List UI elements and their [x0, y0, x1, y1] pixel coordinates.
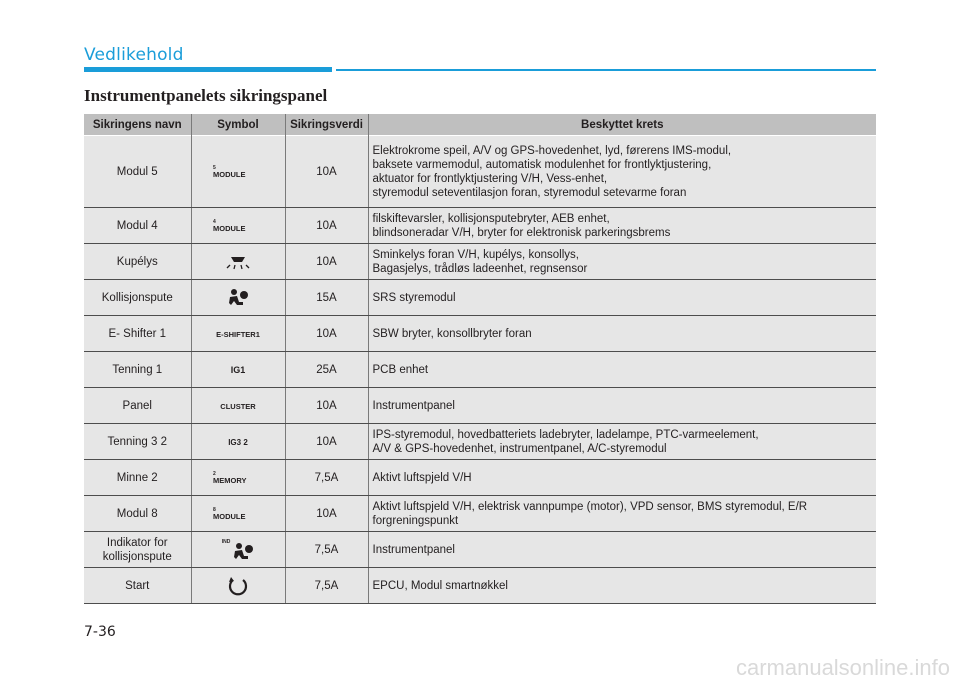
fuse-circuit	[368, 208, 876, 244]
circuit-line: IPS-styremodul, hovedbatteriets ladebryter, ladelampe, PTC-varmeelement,	[372, 428, 759, 441]
fuse-value: 25A	[285, 352, 368, 388]
fuse-name: Tenning 3 2	[84, 424, 191, 460]
fuse-symbol	[191, 388, 285, 424]
fuse-circuit	[368, 388, 876, 424]
fuse-symbol	[191, 532, 285, 568]
symbol-text: E-SHIFTER1	[216, 329, 260, 339]
fuse-circuit	[368, 460, 876, 496]
symbol-text: IG1	[230, 364, 246, 375]
room-lamp-icon	[225, 254, 251, 270]
fuse-name: Modul 5	[84, 136, 191, 208]
symbol-index: 5	[213, 164, 216, 171]
symbol-index: 8	[213, 506, 216, 513]
fuse-symbol	[191, 424, 285, 460]
fuse-symbol	[191, 136, 285, 208]
fuse-value: 10A	[285, 424, 368, 460]
page-heading: Instrumentpanelets sikringspanel	[84, 86, 328, 105]
fuse-symbol	[191, 352, 285, 388]
fuse-name: Minne 2	[84, 460, 191, 496]
symbol-index: 4	[213, 218, 216, 225]
fuse-symbol	[191, 208, 285, 244]
page-number: 7-36	[84, 624, 116, 640]
fuse-symbol	[191, 496, 285, 532]
fuse-value: 10A	[285, 244, 368, 280]
circuit-line: Bagasjelys, trådløs ladeenhet, regnsensor	[372, 262, 588, 275]
table-header-row	[84, 114, 876, 136]
table-row	[84, 136, 876, 208]
fuse-circuit	[368, 316, 876, 352]
fuse-circuit	[368, 496, 876, 532]
fuse-name: Modul 4	[84, 208, 191, 244]
fuse-name: Start	[84, 568, 191, 604]
airbag-indicator-icon	[232, 542, 254, 562]
fuse-value: 7,5A	[285, 568, 368, 604]
column-header-name: Sikringens navn	[84, 114, 191, 136]
table-row	[84, 388, 876, 424]
table-row	[84, 424, 876, 460]
fuse-symbol	[191, 316, 285, 352]
circuit-line: SBW bryter, konsollbryter foran	[372, 327, 532, 340]
fuse-value: 7,5A	[285, 460, 368, 496]
fuse-symbol	[191, 280, 285, 316]
circuit-line: filskiftevarsler, kollisjonsputebryter, AEB enhet,	[372, 212, 610, 225]
circuit-line: Instrumentpanel	[372, 543, 455, 556]
table-row	[84, 280, 876, 316]
circuit-line: baksete varmemodul, automatisk modulenhet for frontlyktjustering,	[372, 158, 712, 171]
start-icon	[227, 575, 249, 597]
circuit-line: Sminkelys foran V/H, kupélys, konsollys,	[372, 248, 579, 261]
fuse-circuit	[368, 568, 876, 604]
fuse-circuit	[368, 424, 876, 460]
circuit-line: Instrumentpanel	[372, 399, 455, 412]
section-rule-thick	[84, 67, 332, 72]
fuse-name: Tenning 1	[84, 352, 191, 388]
column-header-value: Sikringsverdi	[285, 114, 368, 136]
fuse-name: Panel	[84, 388, 191, 424]
column-header-symbol: Symbol	[191, 114, 285, 136]
fuse-value: 10A	[285, 316, 368, 352]
symbol-index: IND	[221, 538, 231, 545]
fuse-name-line: Indikator for	[106, 536, 168, 549]
fuse-symbol	[191, 568, 285, 604]
fuse-name	[84, 532, 191, 568]
watermark: carmanualsonline.info	[735, 655, 950, 680]
circuit-line: SRS styremodul	[372, 291, 456, 304]
table-row	[84, 352, 876, 388]
symbol-text: MODULE	[213, 511, 246, 521]
fuse-value: 10A	[285, 208, 368, 244]
table-row	[84, 496, 876, 532]
fuse-name: Kollisjonspute	[84, 280, 191, 316]
table-row	[84, 532, 876, 568]
table-row	[84, 316, 876, 352]
fuse-value: 10A	[285, 496, 368, 532]
section-rule-thin	[336, 69, 876, 71]
fuse-name: E- Shifter 1	[84, 316, 191, 352]
fuse-table	[84, 114, 876, 604]
fuse-circuit	[368, 280, 876, 316]
symbol-text: MODULE	[213, 223, 246, 233]
circuit-line: styremodul seteventilasjon foran, styremodul setevarme foran	[372, 186, 687, 199]
fuse-value: 7,5A	[285, 532, 368, 568]
table-row	[84, 208, 876, 244]
fuse-symbol	[191, 460, 285, 496]
fuse-symbol	[191, 244, 285, 280]
symbol-text: IG3 2	[228, 437, 248, 447]
fuse-circuit	[368, 136, 876, 208]
table-row	[84, 244, 876, 280]
circuit-line: PCB enhet	[372, 363, 429, 376]
column-header-circuit: Beskyttet krets	[368, 114, 876, 136]
section-title: Vedlikehold	[84, 45, 184, 65]
fuse-value: 10A	[285, 388, 368, 424]
circuit-line: Aktivt luftspjeld V/H	[372, 471, 472, 484]
table-row	[84, 568, 876, 604]
table-row	[84, 460, 876, 496]
symbol-text: MODULE	[213, 169, 246, 179]
fuse-name-line: kollisjonspute	[102, 550, 172, 563]
circuit-line: blindsoneradar V/H, bryter for elektronisk parkeringsbrems	[372, 226, 671, 239]
fuse-circuit	[368, 532, 876, 568]
symbol-text: MEMORY	[213, 475, 247, 485]
symbol-text: CLUSTER	[220, 401, 256, 411]
fuse-name: Modul 8	[84, 496, 191, 532]
circuit-line: Elektrokrome speil, A/V og GPS-hovedenhet, lyd, førerens IMS-modul,	[372, 144, 732, 157]
fuse-circuit	[368, 352, 876, 388]
circuit-line: A/V & GPS-hovedenhet, instrumentpanel, A/C-styremodul	[372, 442, 667, 455]
circuit-line: forgreningspunkt	[372, 514, 459, 527]
circuit-line: aktuator for frontlyktjustering V/H, Vess-enhet,	[372, 172, 608, 185]
fuse-value: 15A	[285, 280, 368, 316]
circuit-line: Aktivt luftspjeld V/H, elektrisk vannpumpe (motor), VPD sensor, BMS styremodul, E/R	[372, 500, 808, 513]
fuse-circuit	[368, 244, 876, 280]
fuse-name: Kupélys	[84, 244, 191, 280]
circuit-line: EPCU, Modul smartnøkkel	[372, 579, 508, 592]
airbag-icon	[227, 288, 249, 308]
symbol-index: 2	[213, 470, 216, 477]
fuse-value: 10A	[285, 136, 368, 208]
